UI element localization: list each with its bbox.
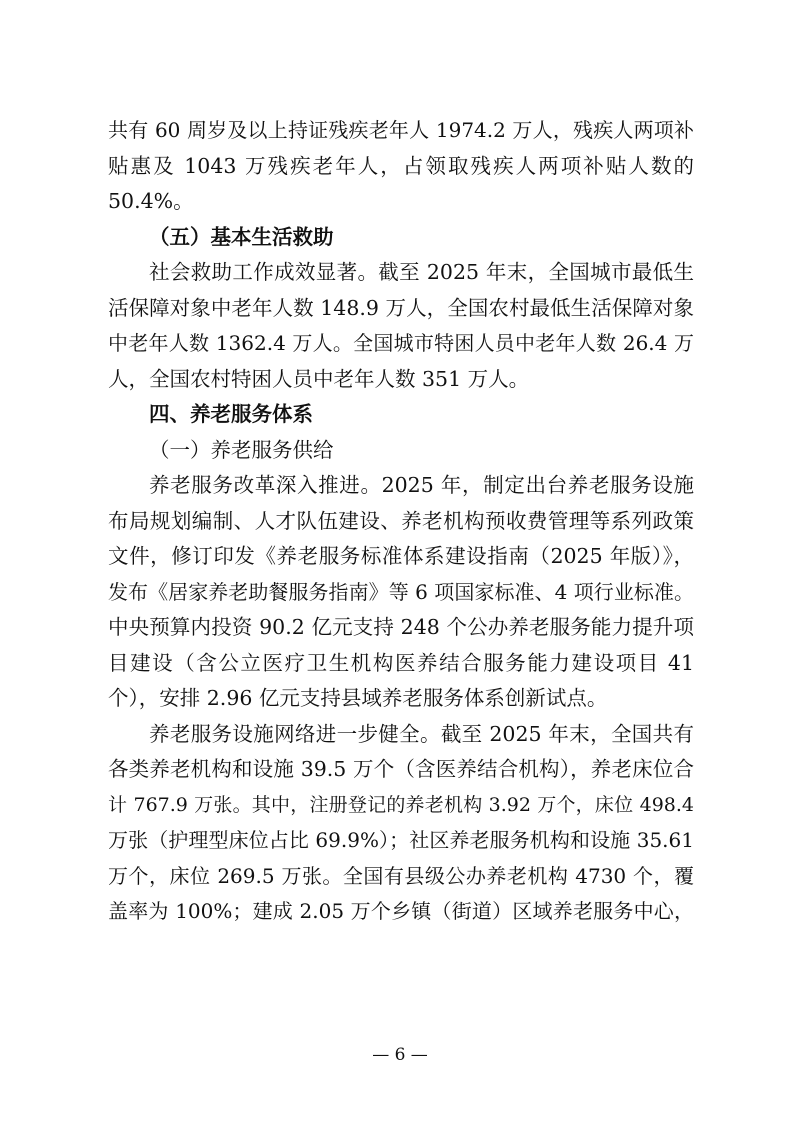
body-text-line: 活保障对象中老年人数 148.9 万人，全国农村最低生活保障对象: [108, 295, 694, 320]
body-text-line: 各类养老机构和设施 39.5 万个（含医养结合机构），养老床位合: [108, 757, 694, 781]
body-text-line: 计 767.9 万张。其中，注册登记的养老机构 3.92 万个，床位 498.4: [108, 793, 694, 816]
body-text-line: 社会救助工作成效显著。截至 2025 年末，全国城市最低生: [149, 260, 694, 284]
body-text-line: 中央预算内投资 90.2 亿元支持 248 个公办养老服务能力提升项: [108, 615, 694, 639]
body-text-line: 万个，床位 269.5 万张。全国有县级公办养老机构 4730 个，覆: [108, 863, 694, 888]
body-text-line: 布局规划编制、人才队伍建设、养老机构预收费管理等系列政策: [108, 508, 694, 533]
body-text-line: 养老服务改革深入推进。2025 年，制定出台养老服务设施: [149, 473, 694, 497]
body-text-line: 共有 60 周岁及以上持证残疾老年人 1974.2 万人，残疾人两项补: [108, 118, 694, 142]
body-text-line: 万张（护理型床位占比 69.9%）；社区养老服务机构和设施 35.61: [108, 828, 694, 852]
body-text-line: 中老年人数 1362.4 万人。全国城市特困人员中老年人数 26.4 万: [108, 331, 694, 355]
body-text-line: 目建设（含公立医疗卫生机构医养结合服务能力建设项目 41: [108, 650, 694, 675]
body-text-line: 文件，修订印发《养老服务标准体系建设指南（2025 年版）》，: [108, 544, 694, 568]
body-text-line: 人，全国农村特困人员中老年人数 351 万人。: [108, 366, 530, 391]
section-heading: 四、养老服务体系: [149, 402, 313, 426]
body-text-line: 贴惠及 1043 万残疾老年人，占领取残疾人两项补贴人数的: [108, 153, 694, 178]
body-text-line: 发布《居家养老助餐服务指南》等 6 项国家标准、4 项行业标准。: [108, 579, 694, 604]
body-text-line: 养老服务设施网络进一步健全。截至 2025 年末，全国共有: [149, 721, 694, 746]
body-text-line: 50.4%。: [108, 189, 194, 213]
body-text-line: 个），安排 2.96 亿元支持县域养老服务体系创新试点。: [108, 686, 608, 710]
document-body: [108, 113, 694, 930]
page-number: — 6 —: [372, 1045, 428, 1065]
section-subheading: （一）养老服务供给: [149, 437, 334, 462]
body-text-line: 盖率为 100%；建成 2.05 万个乡镇（街道）区域养老服务中心，: [108, 899, 694, 923]
section-subheading: （五）基本生活救助: [149, 224, 334, 249]
